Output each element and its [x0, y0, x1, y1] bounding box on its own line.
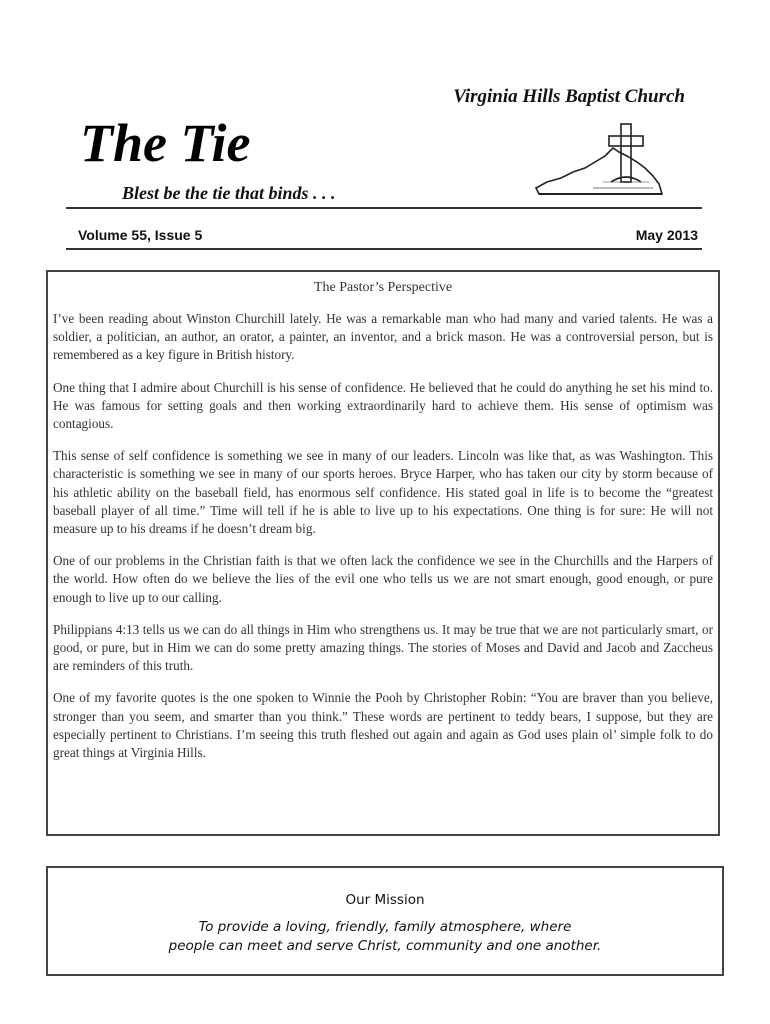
paragraph: Philippians 4:13 tells us we can do all things in Him who strengthens us. It may be true that we are not particularly smart, or good, or pure, but in Him we can do some pretty amazing things. The stories of Moses and David and Jacob and Zaccheus are reminders of this truth. — [53, 621, 713, 674]
volume-issue: Volume 55, Issue 5 — [78, 227, 203, 243]
mission-section — [46, 866, 724, 976]
cross-over-virginia-state-icon — [533, 122, 665, 204]
paragraph: One of my favorite quotes is the one spoken to Winnie the Pooh by Christopher Robin: “You are braver than you believe, stronger than you seem, and smarter than you think.” These words are pertinent to teddy bears, I suppose, but they are especially pertinent to Christians. I’m seeing this truth fleshed out again and again as God uses plain ol’ simple folk to do great things at Virginia Hills. — [53, 690, 713, 761]
paragraph: This sense of self confidence is something we see in many of our leaders. Lincoln was like that, as was Washington. This characteristic is something we see in many of our sports heroes. Bryce Harper, who has taken our city by storm because of his athletic ability on the baseball field, has enormous self confidence. His stated goal in life is to become the “greatest baseball player of all time.” Time will tell if he is able to live up to his expectations. One thing is for sure: He will not measure up to his dreams if he doesn’t dream big. — [53, 448, 713, 537]
paragraph: I’ve been reading about Winston Churchill lately. He was a remarkable man who had many and varied talents. He was a soldier, a politician, an author, an orator, a painter, an inventor, and a brick mason. He was a controversial person, but is remembered as a key figure in British history. — [53, 311, 713, 363]
mission-line-2: people can meet and serve Christ, community and one another. — [168, 938, 602, 954]
church-name: Virginia Hills Baptist Church — [453, 86, 685, 107]
paragraph: One of our problems in the Christian faith is that we often lack the confidence we see in the Churchills and the Harpers of the world. How often do we believe the lies of the evil one who tells us we are not smart enough, good enough, or pure enough to live up to our calling. — [53, 553, 713, 605]
header-rule-bottom — [66, 248, 702, 250]
section-title: The Pastor’s Perspective — [313, 280, 453, 295]
issue-date: May 2013 — [635, 227, 698, 243]
mission-statement — [58, 918, 712, 956]
mission-line-1: To provide a loving, friendly, family atmosphere, where — [198, 919, 572, 935]
header-rule-top — [66, 207, 702, 209]
paragraph: One thing that I admire about Churchill is his sense of confidence. He believed that he could do anything he set his mind to. He was famous for setting goals and then working extraordinarily hard to achieve them. His sense of optimism was contagious. — [53, 379, 713, 432]
newsletter-subtitle: Blest be the tie that binds . . . — [122, 183, 336, 203]
pastors-perspective-section — [46, 270, 720, 836]
newsletter-title: The Tie — [80, 113, 251, 173]
mission-title: Our Mission — [345, 892, 425, 908]
